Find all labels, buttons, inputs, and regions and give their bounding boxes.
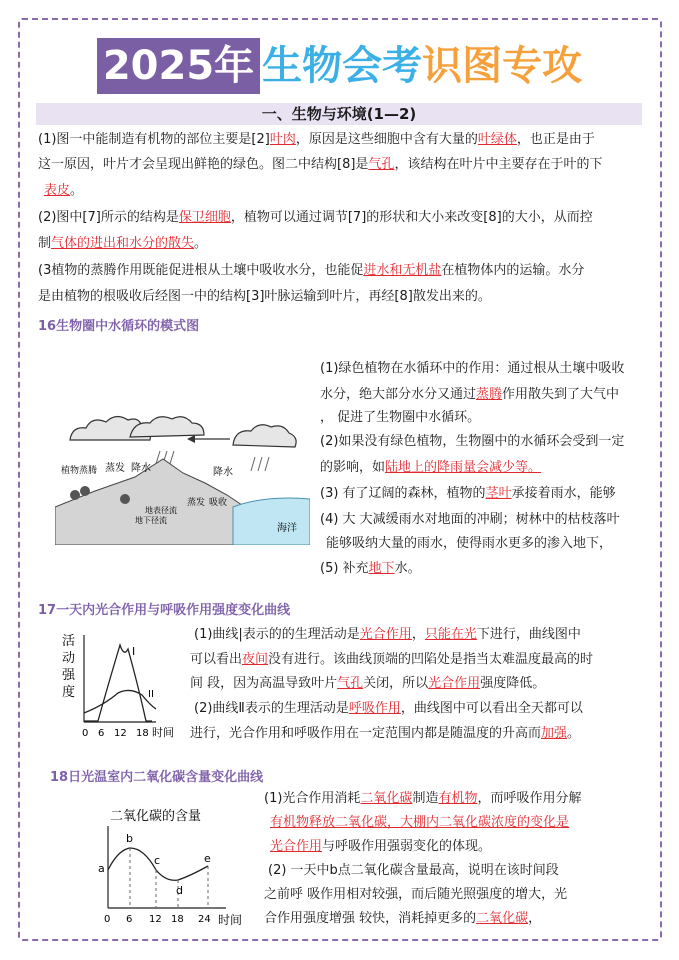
co2-tick-12: 12 <box>149 914 162 925</box>
co2-chart <box>86 800 256 930</box>
para2-line2: 制气体的进出和水分的散失。 <box>38 236 208 251</box>
photo-text-1: (1)曲线|表示的的生理活动是光合作用，只能在光下进行，曲线图中 <box>194 627 581 642</box>
photosynthesis-chart <box>52 625 182 743</box>
para1-line3: 表皮。 <box>44 183 84 198</box>
co2-tick-6: 6 <box>126 914 133 925</box>
co2-dashed-lines <box>130 848 208 908</box>
co2-text-1: (1)光合作用消耗二氧化碳制造有机物，而呼吸作用分解 <box>264 791 582 806</box>
label-transpiration: 植物蒸腾 <box>61 466 98 476</box>
water-text-6: (3) 有了辽阔的森林，植物的茎叶承接着雨水，能够 <box>320 486 616 501</box>
tick-12: 12 <box>114 728 127 739</box>
point-e: e <box>204 852 211 865</box>
section-heading: 一、生物与环境(1—2) <box>36 103 642 125</box>
ocean-area <box>233 498 310 545</box>
point-b: b <box>126 832 133 845</box>
water-text-8: 能够吸纳大量的雨水，使得雨水更多的渗入地下， <box>326 536 613 551</box>
point-d: d <box>176 884 183 897</box>
label-evaporation-right: 蒸发 <box>187 498 206 508</box>
para3-line2: 是由植物的根吸收后经图一中的结构[3]叶脉运输到叶片，再经[8]散发出来的。 <box>38 289 491 304</box>
para2-line1: (2)图中[7]所示的结构是保卫细胞，植物可以通过调节[7]的形状和大小来改变[8]的大小，从而控 <box>38 210 593 225</box>
co2-text-3: 光合作用与呼吸作用强弱变化的体现。 <box>270 839 492 854</box>
cloud-center-icon <box>130 417 204 437</box>
label-precipitation-right: 降水 <box>213 467 233 478</box>
curve-II-label: II <box>148 689 154 700</box>
label-evaporation-left: 蒸发 <box>105 463 125 474</box>
photo-text-3: 间 段，因为高温导致叶片气孔关闭，所以光合作用强度降低。 <box>190 676 546 691</box>
co2-tick-24: 24 <box>198 914 211 925</box>
cloud-right-icon <box>233 425 296 447</box>
co2-x-label: 时间 <box>218 913 243 927</box>
water-text-5: 的影响，如陆地上的降雨量会减少等。 <box>320 460 542 475</box>
y-label-char-3: 强 <box>62 668 76 683</box>
label-absorption: 吸收 <box>209 498 228 508</box>
tick-18: 18 <box>136 728 149 739</box>
title-year: 2025年 <box>97 38 260 94</box>
co2-y-label: 二氧化碳的含量 <box>110 809 202 824</box>
tick-0: 0 <box>82 728 89 739</box>
arrow-head-icon <box>187 435 195 443</box>
y-label-char-4: 度 <box>62 685 76 700</box>
subheading-water-cycle: 16生物圈中水循环的模式图 <box>38 319 200 334</box>
water-text-7: (4) 大 大减缓雨水对地面的冲刷；树林中的枯枝落叶 <box>320 512 620 527</box>
curve-II <box>84 690 156 713</box>
photo-text-4: (2)曲线Ⅱ表示的生理活动是呼吸作用，曲线图中可以看出全天都可以 <box>194 701 583 716</box>
title-topic: 识图专攻 <box>422 43 583 89</box>
tick-6: 6 <box>98 728 105 739</box>
water-text-3: ， 促进了生物圈中水循环。 <box>320 410 481 425</box>
water-text-2: 水分，绝大部分水分又通过蒸腾作用散失到了大气中 <box>320 387 620 402</box>
title-subject: 生物会考 <box>262 43 423 89</box>
water-text-4: (2)如果没有绿色植物，生物圈中的水循环会受到一定 <box>320 434 625 449</box>
subheading-co2: 18日光温室内二氧化碳含量变化曲线 <box>50 770 264 785</box>
label-surface-runoff: 地表径流 <box>145 506 177 515</box>
co2-tick-18: 18 <box>171 914 184 925</box>
para1-line2: 这一原因，叶片才会呈现出鲜艳的绿色。图二中结构[8]是气孔，该结构在叶片中主要存在于叶的下 <box>38 157 603 172</box>
para3-line1: (3植物的蒸腾作用既能促进根从土壤中吸收水分，也能促进水和无机盐在植物体内的运输。水分 <box>38 263 585 278</box>
point-c: c <box>154 854 161 867</box>
x-label: 时间 <box>152 726 174 739</box>
co2-text-6: 合作用强度增强 较快，消耗掉更多的二氧化碳， <box>264 911 542 926</box>
co2-text-2: 有机物释放二氧化碳，大棚内二氧化碳浓度的变化是 <box>270 815 570 830</box>
page-title <box>0 38 679 94</box>
photo-text-5: 进行，光合作用和呼吸作用在一定范围内都是随温度的升高而加强。 <box>190 726 581 741</box>
co2-text-5: 之前呼 吸作用相对较强，而后随光照强度的增大，光 <box>264 887 568 902</box>
photo-text-2: 可以看出夜间没有进行。该曲线顶端的凹陷处是指当太难温度最高的时 <box>190 652 594 667</box>
label-precipitation-left: 降水 <box>131 463 151 474</box>
co2-text-4: (2) 一天中b点二氧化碳含量最高，说明在该时间段 <box>268 863 559 878</box>
y-label-char-2: 动 <box>62 651 76 666</box>
curve-I-label: I <box>132 645 136 658</box>
water-cycle-diagram <box>55 395 310 545</box>
water-text-1: (1)绿色植物在水循环中的作用：通过根从土壤中吸收 <box>320 361 625 376</box>
co2-tick-0: 0 <box>104 914 111 925</box>
label-ocean: 海洋 <box>277 523 297 534</box>
curve-I <box>84 645 152 721</box>
label-underground-runoff: 地下径流 <box>135 516 167 525</box>
y-label-char-1: 活 <box>62 634 76 649</box>
para1-line1: (1)图一中能制造有机物的部位主要是[2]叶肉，原因是这些细胞中含有大量的叶绿体，也正是由于 <box>38 132 595 147</box>
point-a: a <box>98 862 105 875</box>
subheading-photosynthesis: 17一天内光合作用与呼吸作用强度变化曲线 <box>38 603 291 618</box>
water-text-9: (5) 补充地下水。 <box>320 561 421 576</box>
